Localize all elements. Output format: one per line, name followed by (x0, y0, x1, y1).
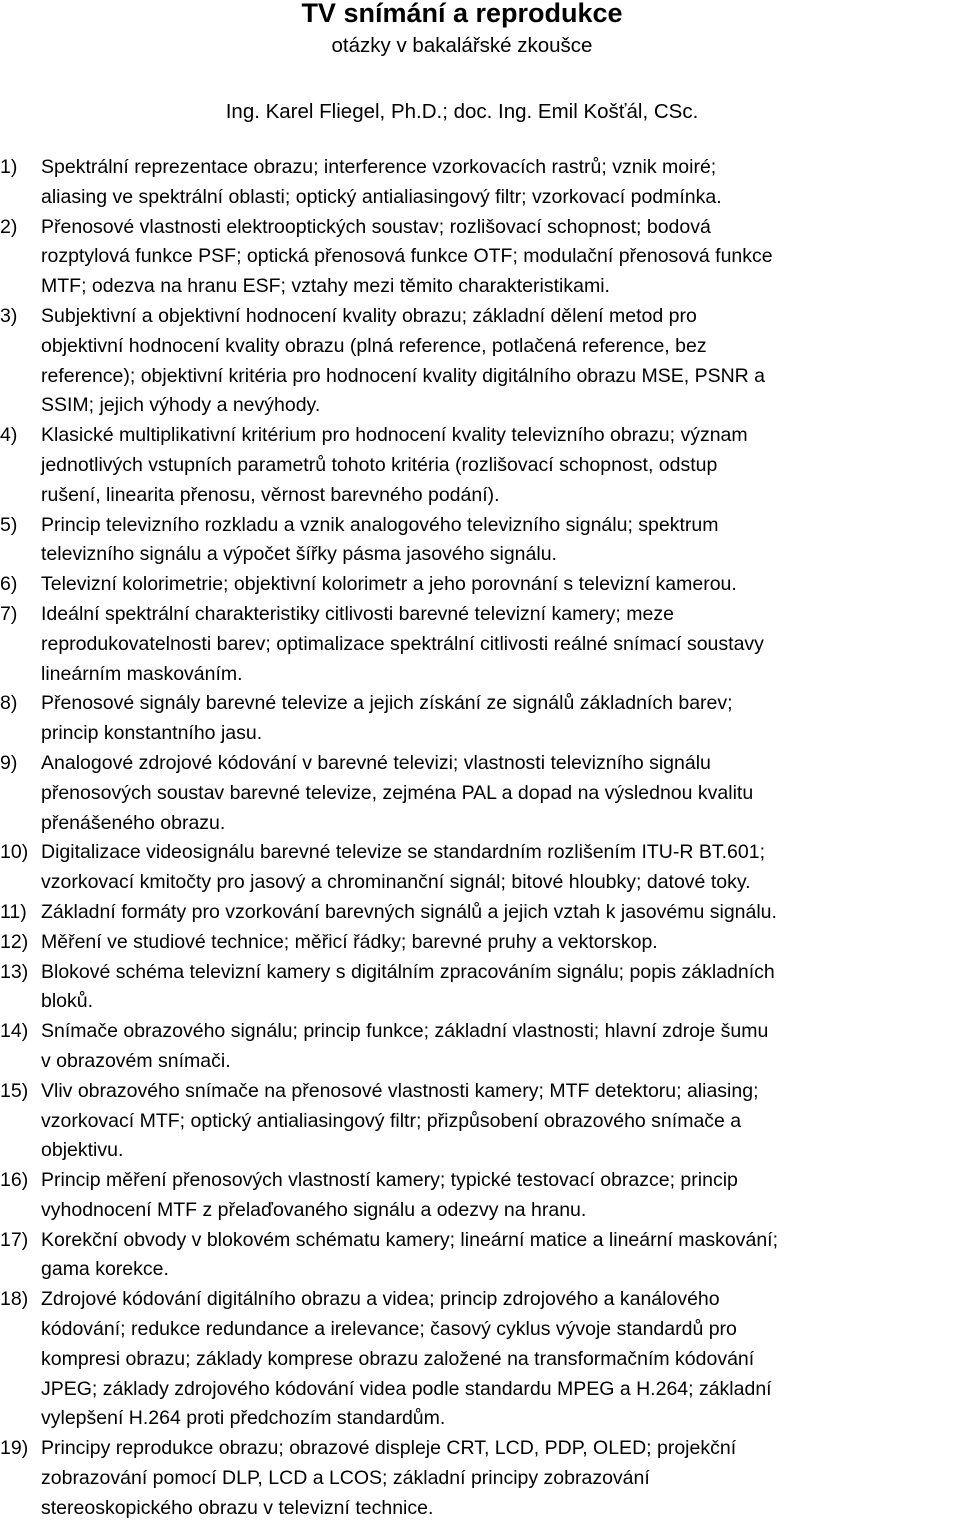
question-item (0, 570, 960, 600)
question-text-line: vyhodnocení MTF z přelaďovaného signálu a odezvy na hranu. (41, 1198, 587, 1221)
question-text-line: bloků. (41, 990, 94, 1013)
question-number: 6) (0, 573, 18, 596)
question-text-line: princip konstantního jasu. (41, 722, 263, 745)
question-text-line: zobrazování pomocí DLP, LCD a LCOS; základní principy zobrazování (41, 1467, 650, 1490)
question-text-line: Televizní kolorimetrie; objektivní kolorimetr a jeho porovnání s televizní kamerou. (41, 573, 737, 596)
question-number: 11) (0, 900, 27, 923)
question-text-line: SSIM; jejich výhody a nevýhody. (41, 394, 321, 417)
question-text-line: kódování; redukce redundance a irelevance; časový cyklus vývoje standardů pro (41, 1318, 737, 1341)
question-text-line: Principy reprodukce obrazu; obrazové displeje CRT, LCD, PDP, OLED; projekční (41, 1437, 737, 1460)
question-text-line: přenosových soustav barevné televize, zejména PAL a dopad na výslednou kvalitu (41, 781, 754, 804)
question-number: 8) (0, 692, 18, 715)
question-text-line: kompresi obrazu; základy komprese obrazu založené na transformačním kódování (41, 1347, 755, 1370)
question-number: 3) (0, 304, 18, 327)
question-number: 18) (0, 1288, 29, 1311)
question-number: 13) (0, 960, 29, 983)
question-text-line: Vliv obrazového snímače na přenosové vlastnosti kamery; MTF detektoru; aliasing; (41, 1079, 759, 1102)
question-number: 4) (0, 424, 18, 447)
question-text-line: aliasing ve spektrální oblasti; optický antialiasingový filtr; vzorkovací podmínka. (41, 185, 722, 208)
question-number: 7) (0, 602, 18, 625)
question-text-line: Ideální spektrální charakteristiky citlivosti barevné televizní kamery; meze (41, 602, 674, 625)
question-item (0, 838, 960, 898)
question-text-line: Přenosové vlastnosti elektrooptických soustav; rozlišovací schopnost; bodová (41, 215, 711, 238)
question-text-line: gama korekce. (41, 1258, 169, 1281)
question-item (0, 1434, 960, 1523)
question-number: 9) (0, 751, 18, 774)
question-number: 10) (0, 841, 29, 864)
question-item (0, 1077, 960, 1166)
question-text-line: Zdrojové kódování digitálního obrazu a videa; princip zdrojového a kanálového (41, 1288, 720, 1311)
question-item (0, 958, 960, 1018)
question-text-line: stereoskopického obrazu v televizní technice. (41, 1496, 434, 1519)
question-text-line: vylepšení H.264 proti předchozím standardům. (41, 1407, 446, 1430)
question-item (0, 1166, 960, 1226)
question-text-line: Přenosové signály barevné televize a jejich získání ze signálů základních barev; (41, 692, 733, 715)
question-item (0, 1285, 960, 1434)
question-text-line: reference); objektivní kritéria pro hodnocení kvality digitálního obrazu MSE, PSNR a (41, 364, 766, 387)
question-text-line: televizního signálu a výpočet šířky pásma jasového signálu. (41, 543, 557, 566)
question-text-line: MTF; odezva na hranu ESF; vztahy mezi těmito charakteristikami. (41, 275, 610, 298)
question-text-line: Analogové zdrojové kódování v barevné televizi; vlastnosti televizního signálu (41, 751, 711, 774)
question-item (0, 749, 960, 838)
question-list (0, 153, 960, 1524)
question-item (0, 302, 960, 421)
question-item (0, 689, 960, 749)
question-text-line: Subjektivní a objektivní hodnocení kvality obrazu; základní dělení metod pro (41, 304, 697, 327)
question-text-line: vzorkovací MTF; optický antialiasingový filtr; přizpůsobení obrazového snímače a (41, 1109, 742, 1132)
question-number: 5) (0, 513, 18, 536)
question-item (0, 511, 960, 571)
question-text-line: v obrazovém snímači. (41, 1049, 231, 1072)
document-title: TV snímání a reprodukce (301, 0, 623, 28)
question-text-line: Klasické multiplikativní kritérium pro hodnocení kvality televizního obrazu; význam (41, 424, 748, 447)
question-number: 15) (0, 1079, 29, 1102)
question-item (0, 898, 960, 928)
question-text-line: JPEG; základy zdrojového kódování videa podle standardu MPEG a H.264; základní (41, 1377, 772, 1400)
question-text-line: reprodukovatelnosti barev; optimalizace spektrální citlivosti reálné snímací soustavy (41, 632, 764, 655)
question-text-line: Měření ve studiové technice; měřicí řádky; barevné pruhy a vektorskop. (41, 930, 658, 953)
question-text-line: objektivu. (41, 1139, 124, 1162)
question-item (0, 421, 960, 510)
question-item (0, 153, 960, 213)
question-number: 14) (0, 1020, 29, 1043)
question-number: 19) (0, 1437, 29, 1460)
question-number: 1) (0, 156, 18, 178)
question-text-line: lineárním maskováním. (41, 662, 243, 685)
question-text-line: Základní formáty pro vzorkování barevných signálů a jejich vztah k jasovému signálu. (41, 900, 777, 923)
question-number: 12) (0, 930, 29, 953)
question-number: 2) (0, 215, 18, 238)
question-text-line: Princip televizního rozkladu a vznik analogového televizního signálu; spektrum (41, 513, 719, 536)
question-number: 17) (0, 1228, 29, 1251)
document-authors: Ing. Karel Fliegel, Ph.D.; doc. Ing. Emil Košťál, CSc. (225, 100, 699, 123)
question-text-line: Blokové schéma televizní kamery s digitálním zpracováním signálu; popis základních (41, 960, 775, 983)
question-text-line: jednotlivých vstupních parametrů tohoto kritéria (rozlišovací schopnost, odstup (41, 453, 718, 476)
question-text-line: Spektrální reprezentace obrazu; interference vzorkovacích rastrů; vznik moiré; (41, 156, 717, 178)
question-text-line: Korekční obvody v blokovém schématu kamery; lineární matice a lineární maskování; (41, 1228, 779, 1251)
question-text-line: objektivní hodnocení kvality obrazu (plná reference, potlačená reference, bez (41, 334, 707, 357)
question-text-line: Digitalizace videosignálu barevné televize se standardním rozlišením ITU-R BT.601; (41, 841, 766, 864)
question-item (0, 928, 960, 958)
question-item (0, 1226, 960, 1286)
question-text-line: přenášeného obrazu. (41, 811, 226, 834)
document-subtitle: otázky v bakalářské zkoušce (331, 34, 593, 57)
question-text-line: vzorkovací kmitočty pro jasový a chrominanční signál; bitové hloubky; datové toky. (41, 871, 751, 894)
question-text-line: Princip měření přenosových vlastností kamery; typické testovací obrazce; princip (41, 1169, 738, 1192)
question-text-line: Snímače obrazového signálu; princip funkce; základní vlastnosti; hlavní zdroje šumu (41, 1020, 769, 1043)
question-item (0, 1017, 960, 1077)
question-number: 16) (0, 1169, 29, 1192)
question-text-line: rozptylová funkce PSF; optická přenosová funkce OTF; modulační přenosová funkce (41, 245, 773, 268)
question-item (0, 213, 960, 302)
question-item (0, 600, 960, 689)
question-text-line: rušení, linearita přenosu, věrnost barevného podání). (41, 483, 500, 506)
